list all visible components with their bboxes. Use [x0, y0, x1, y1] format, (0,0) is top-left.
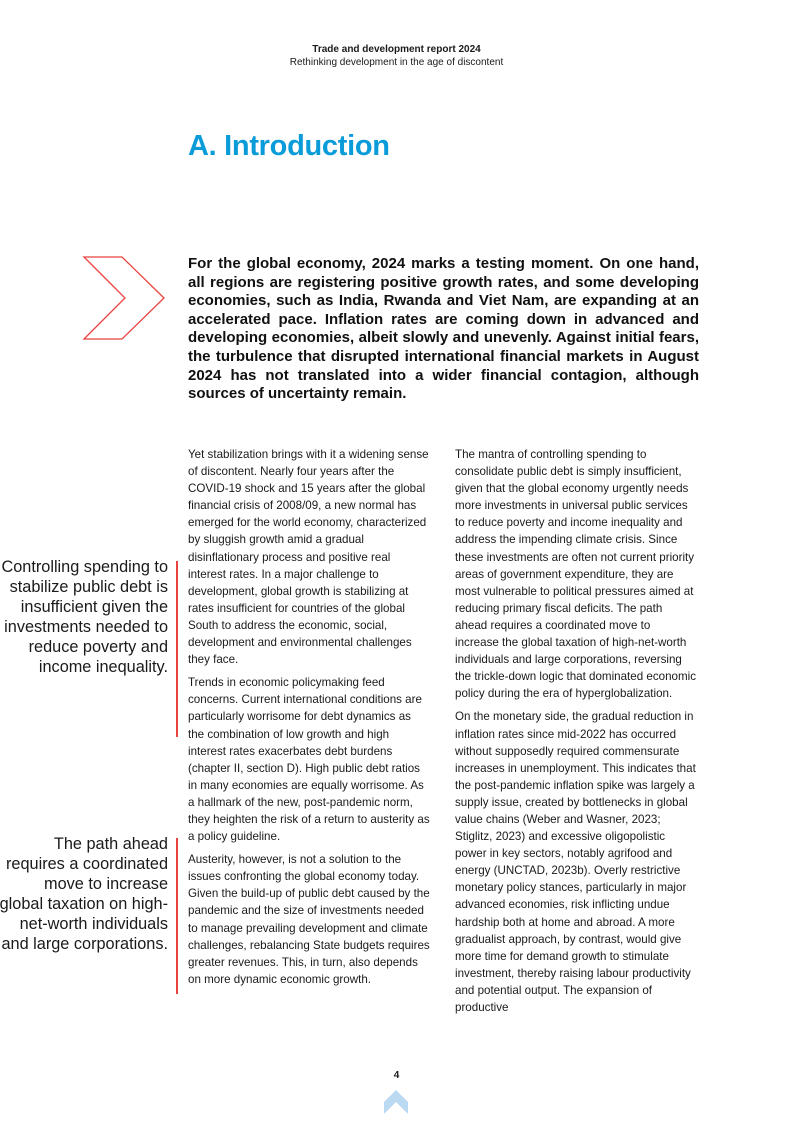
lead-paragraph: For the global economy, 2024 marks a testing moment. On one hand, all regions are registering positive growth rates, and some developing economies, such as India, Rwanda and Viet Nam, are expanding at an accelerated pace. Inflation rates are coming down in advanced and developing economies, albeit slowly and unevenly. Against initial fears, the turbulence that disrupted international financial markets in August 2024 has not translated into a wider financial contagion, although sources of uncertainty remain.: [188, 255, 699, 403]
body-column-right: [455, 446, 697, 1022]
report-title: Trade and development report 2024: [312, 44, 481, 55]
body-paragraph: Trends in economic policymaking feed concerns. Current international conditions are particularly worrisome for debt dynamics as the combination of low growth and high interest rates exacerbates debt burdens (chapter II, section D). High public debt ratios in many economies are equally worrisome. As a hallmark of the new, post-pandemic norm, they heighten the risk of a return to austerity as a policy guideline.: [188, 676, 430, 844]
pullquote-bar: [176, 561, 178, 737]
section-title: A. Introduction: [188, 130, 390, 162]
chevron-right-outline-icon: [82, 255, 168, 341]
body-column-left: [188, 446, 430, 994]
page-header: [0, 43, 793, 69]
body-paragraph: Yet stabilization brings with it a widening sense of discontent. Nearly four years after the COVID-19 shock and 15 years after the global financial crisis of 2008/09, a new normal has emerged for the world economy, characterized by sluggish growth amid a gradual disinflationary process and positive real interest rates. In a major challenge to development, global growth is stabilizing at rates insufficient for countries of the global South to address the economic, social, development and environmental challenges they face.: [188, 448, 429, 667]
body-paragraph: On the monetary side, the gradual reduction in inflation rates since mid-2022 has occurred without supposedly required commensurate increases in unemployment. This indicates that the post-pandemic inflation spike was largely a supply issue, created by bottlenecks in global value chains (Weber and Wasner, 2023; Stiglitz, 2023) and excessive oligopolistic power in key sectors, notably agrifood and energy (UNCTAD, 2023b). Overly restrictive monetary policy stances, particularly in major advanced economies, risk inflicting undue hardship both at home and abroad. A more gradualist approach, by contrast, would give more time for demand growth to stimulate investment, thereby raising labour productivity and potential output. The expansion of productive: [455, 710, 696, 1014]
pullquote: The path ahead requires a coordinated move to increase global taxation on high-net-worth individuals and large corporations.: [0, 835, 168, 953]
report-subtitle: Rethinking development in the age of discontent: [289, 57, 504, 68]
body-paragraph: Austerity, however, is not a solution to the issues confronting the global economy today. Given the build-up of public debt caused by the pandemic and the size of investments needed to manage prevailing development and climate challenges, rebalancing State budgets requires greater revenues. This, in turn, also depends on more dynamic economic growth.: [188, 853, 430, 986]
up-arrow-icon[interactable]: [383, 1089, 409, 1115]
pullquote-bar: [176, 838, 178, 994]
pullquote: Controlling spending to stabilize public debt is insufficient given the investments needed to reduce poverty and income inequality.: [1, 558, 168, 676]
body-paragraph: The mantra of controlling spending to consolidate public debt is simply insufficient, given that the global economy urgently needs more investments in universal public services to reduce poverty and income inequality and address the impending climate crisis. Since these investments are often not current priority areas of government expenditure, they are most vulnerable to political pressures aimed at reducing primary fiscal deficits. The path ahead requires a coordinated move to increase the global taxation of high-net-worth individuals and large corporations, reversing the trickle-down logic that dominated economic policy during the era of hyperglobalization.: [455, 448, 697, 701]
page-number: 4: [393, 1070, 400, 1081]
